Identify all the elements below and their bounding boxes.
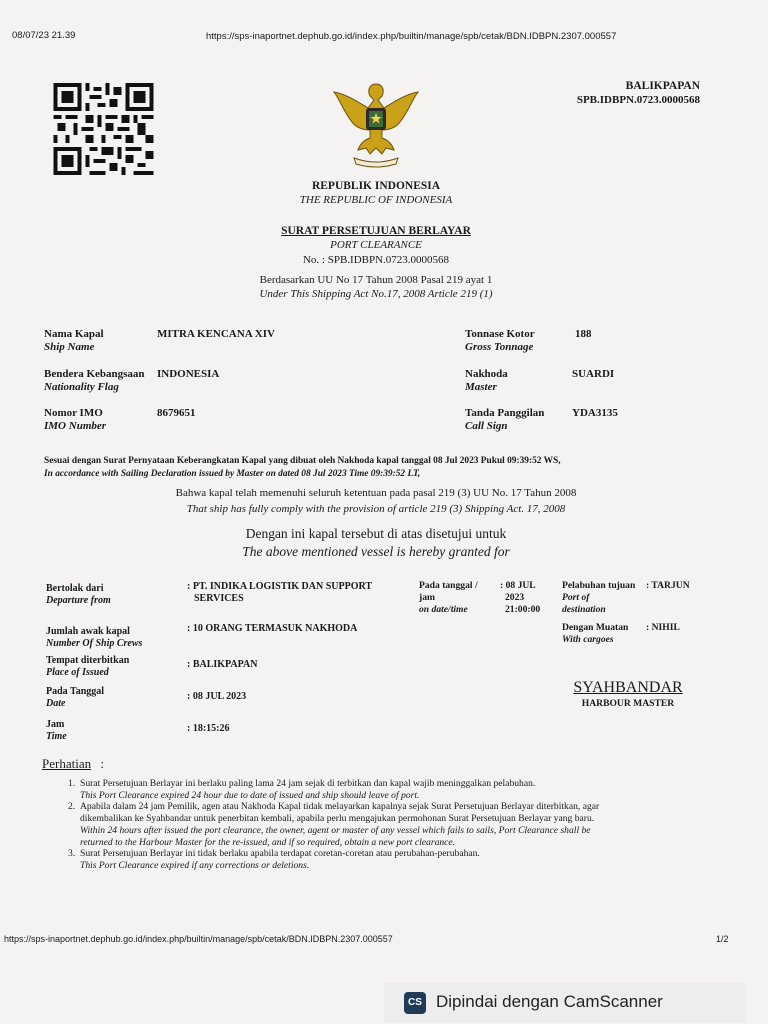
declaration-id: Sesuai dengan Surat Pernyataan Keberangkatan Kapal yang dibuat oleh Nakhoda kapal tanggal 08 Jul 2023 Pukul 09:39:52 WS, <box>44 456 561 466</box>
harbour-master-title-en: HARBOUR MASTER <box>581 698 675 709</box>
gross-tonnage-label: Tonnase Kotor Gross Tonnage <box>465 328 535 353</box>
imo-value: 8679651 <box>157 407 196 419</box>
doc-number: No. : SPB.IDBPN.0723.0000568 <box>302 254 450 266</box>
destination-value: : TARJUN <box>646 580 690 591</box>
republic-id: REPUBLIK INDONESIA <box>311 180 441 192</box>
grant-id: Dengan ini kapal tersebut di atas disetujui untuk <box>245 526 507 541</box>
legal-basis-en: Under This Shipping Act No.17, 2008 Article 219 (1) <box>259 288 493 300</box>
crew-label: Jumlah awak kapal Number Of Ship Crews <box>46 626 143 649</box>
imo-label: Nomor IMO IMO Number <box>44 407 107 432</box>
compliance-en: That ship has fully comply with the provision of article 219 (3) Shipping Act. 17, 2008 <box>186 503 566 515</box>
doc-title-id: SURAT PERSETUJUAN BERLAYAR <box>281 225 471 237</box>
call-sign-value: YDA3135 <box>572 407 618 419</box>
ship-name-label: Nama Kapal Ship Name <box>44 328 104 353</box>
note-item: 2. Apabila dalam 24 jam Pemilik, agen atau Nakhoda Kapal tidak melayarkan kapalnya sejak Surat Persetujuan Berlayar diterbitkan, agar dikembalikan ke Syahbandar untuk penerbitan kembali, apabila perlu mengajukan permohonan Surat Persetujuan Berlayar yang baru. Within 24 hours after issued the port clearance, the owner, agent or master of any vessel which fails to sails, Port Clearance shall be returned to the Harbour Master for the re-issued, and if so required, obtain a new port clearance. <box>68 801 600 848</box>
cargo-label: Dengan Muatan With cargoes <box>562 622 629 645</box>
page-number: 1/2 <box>716 934 729 944</box>
note-item: 3. Surat Persetujuan Berlayar ini tidak berlaku apabila terdapat coretan-coretan atau perubahan-perubahan. This Port Clearance expired if any corrections or deletions. <box>68 848 480 871</box>
master-value: SUARDI <box>572 368 615 380</box>
issue-date-value: : 08 JUL 2023 <box>187 691 247 702</box>
print-datetime: 08/07/23 21.39 <box>12 30 76 41</box>
gross-tonnage-value: 188 <box>575 328 592 340</box>
print-url: https://sps-inaportnet.dephub.go.id/index.php/builtin/manage/spb/cetak/BDN.IDBPN.2307.000557 <box>206 31 617 42</box>
legal-basis-id: Berdasarkan UU No 17 Tahun 2008 Pasal 219 ayat 1 <box>259 274 493 286</box>
camscanner-logo-icon: CS <box>404 992 426 1014</box>
note-item: 1. Surat Persetujuan Berlayar ini berlaku paling lama 24 jam sejak di terbitkan dan kapal wajib meninggalkan pelabuhan. This Port Clearance expired 24 hour due to date of issued and ship should leave of port. <box>68 778 536 801</box>
camscanner-badge <box>384 983 746 1023</box>
compliance-id: Bahwa kapal telah memenuhi seluruh ketentuan pada pasal 219 (3) UU No. 17 Tahun 2008 <box>175 487 577 499</box>
flag-label: Bendera Kebangsaan Nationality Flag <box>44 368 145 393</box>
departure-date-label: Pada tanggal / jam on date/time <box>419 580 478 615</box>
notes-heading: Perhatian : <box>42 756 104 771</box>
footer-url: https://sps-inaportnet.dephub.go.id/index.php/builtin/manage/spb/cetak/BDN.IDBPN.2307.000557 <box>4 934 393 944</box>
camscanner-label: Dipindai dengan CamScanner <box>436 992 663 1011</box>
departure-date-value: : 08 JUL 2023 21:00:00 <box>500 580 541 615</box>
place-issued-label: Tempat diterbitkan Place of Issued <box>46 655 130 678</box>
departure-label: Bertolak dari Departure from <box>46 583 111 606</box>
ship-name-value: MITRA KENCANA XIV <box>157 328 275 340</box>
harbour-master-title-id: SYAHBANDAR <box>573 679 683 696</box>
place-issued-value: : BALIKPAPAN <box>187 659 258 670</box>
issue-time-value: : 18:15:26 <box>187 723 230 734</box>
grant-en: The above mentioned vessel is hereby granted for <box>242 544 510 559</box>
office-ref: SPB.IDBPN.0723.0000568 <box>576 94 700 106</box>
issue-time-label: Jam Time <box>46 719 67 742</box>
destination-label: Pelabuhan tujuan Port of destination <box>562 580 636 615</box>
notes-list <box>68 778 688 872</box>
office-city: BALIKPAPAN <box>625 80 700 92</box>
master-label: Nakhoda Master <box>465 368 508 393</box>
flag-value: INDONESIA <box>157 368 220 380</box>
garuda-emblem-icon <box>330 78 422 170</box>
republic-en: THE REPUBLIC OF INDONESIA <box>299 194 453 206</box>
issue-date-label: Pada Tanggal Date <box>46 686 105 709</box>
crew-value: : 10 ORANG TERMASUK NAKHODA <box>187 623 358 634</box>
departure-value: : PT. INDIKA LOGISTIK DAN SUPPORT SERVICES <box>187 581 373 604</box>
cargo-value: : NIHIL <box>646 622 680 633</box>
doc-title-en: PORT CLEARANCE <box>330 239 422 251</box>
call-sign-label: Tanda Panggilan Call Sign <box>465 407 545 432</box>
qr-code-icon <box>53 83 154 175</box>
declaration-en: In accordance with Sailing Declaration issued by Master on dated 08 Jul 2023 Time 09:39:52 LT, <box>44 469 421 479</box>
